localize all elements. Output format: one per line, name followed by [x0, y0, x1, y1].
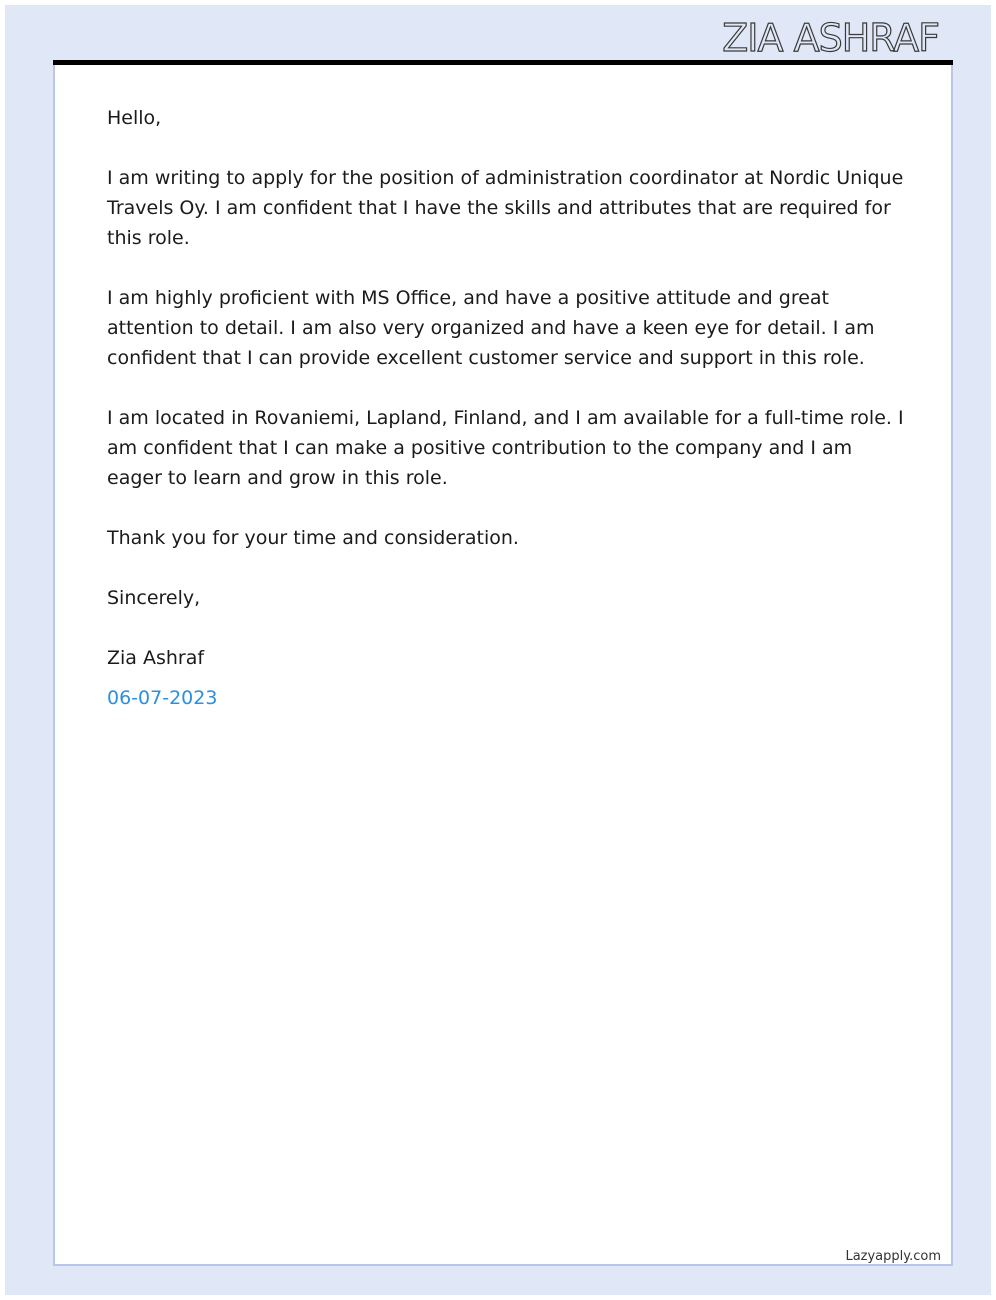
paragraph-4: Thank you for your time and consideration.	[107, 527, 519, 549]
closing: Sincerely,	[107, 587, 201, 609]
letter-body	[107, 103, 907, 743]
paragraph-3: I am located in Rovaniemi, Lapland, Finland, and I am available for a full-time role. I am confident that I can make a positive contribution to the company and I am eager to learn and grow in this role.	[107, 407, 904, 489]
greeting: Hello,	[107, 107, 162, 129]
header-name: ZIA ASHRAF	[722, 16, 939, 60]
signature: Zia Ashraf	[107, 647, 205, 669]
page-background	[5, 5, 991, 1295]
footer-brand: Lazyapply.com	[845, 1249, 941, 1264]
paragraph-2: I am highly proficient with MS Office, and have a positive attitude and great attention to detail. I am also very organized and have a keen eye for detail. I am confident that I can provide excellent customer service and support in this role.	[107, 287, 875, 369]
letter-page	[53, 65, 953, 1266]
paragraph-1: I am writing to apply for the position of administration coordinator at Nordic Unique Travels Oy. I am confident that I have the skills and attributes that are required for this role.	[107, 167, 904, 249]
letter-date: 06-07-2023	[107, 687, 218, 709]
